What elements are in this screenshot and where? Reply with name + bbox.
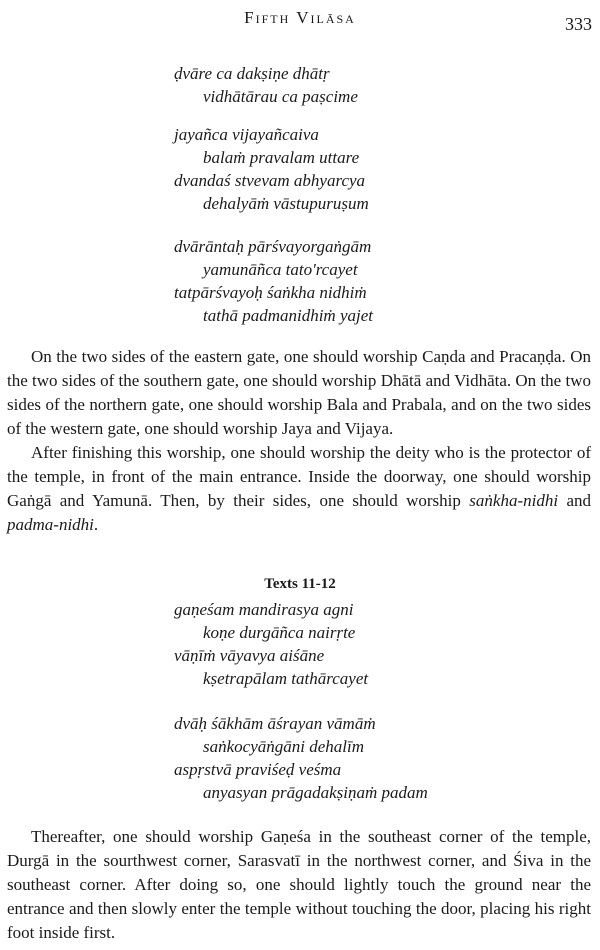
paragraph: Thereafter, one should worship Gaṇeśa in the southeast corner of the temple, Durgā in the sourthwest corner, Sarasvatī in the northwest corner, and Śiva in the southeast corner. After doing so, one should lightly touch the ground near the entrance and then slowly enter the temple without touching the door, placing his right foot inside first. — [7, 827, 591, 942]
verse-line: tathā padmanidhiṁ yajet — [203, 306, 373, 325]
verse-line: koṇe durgāñca nairṛte — [203, 623, 356, 642]
verse-stanza — [0, 123, 600, 215]
translation-text — [7, 345, 591, 537]
verse-line: vidhātārau ca paṣcime — [203, 87, 358, 106]
running-header — [0, 6, 600, 36]
verse-stanza — [0, 235, 600, 327]
verse-line: balaṁ pravalam uttare — [203, 148, 360, 167]
verse-line: tatpārśvayoḥ śaṅkha nidhiṁ — [174, 283, 367, 302]
translation-text — [7, 825, 591, 945]
page-number: 333 — [565, 14, 592, 34]
verse-line: dvārāntaḥ pārśvayorgaṅgām — [174, 237, 372, 256]
verse-stanza — [0, 62, 600, 108]
verse-line: saṅkocyāṅgāni dehalīm — [203, 737, 364, 756]
chapter-title: Fifth Vilāsa — [244, 8, 356, 27]
texts-heading: Texts 11-12 — [264, 576, 336, 592]
verse-line: ḍvāre ca dakṣiṇe dhātṛ — [174, 64, 330, 83]
paragraph-text: . — [93, 515, 99, 534]
verse-line: vāṇīṁ vāyavya aiśāne — [174, 646, 325, 665]
verse-line: dehalyāṁ vāstupuruṣum — [203, 194, 369, 213]
paragraph-text: and — [558, 491, 591, 510]
verse-line: dvandaś stvevam abhyarcya — [174, 171, 366, 190]
verse-line: gaṇeśam mandirasya agni — [174, 600, 354, 619]
verse-line: aspṛstvā praviśeḍ veśma — [174, 760, 342, 779]
verse-line: dvāḥ śākhām āśrayan vāmāṁ — [174, 714, 376, 733]
verse-line: yamunāñca tato'rcayet — [203, 260, 358, 279]
verse-stanza — [0, 712, 600, 804]
sanskrit-term: saṅkha-nidhi — [469, 491, 559, 510]
verse-line: kṣetrapālam tathārcayet — [203, 669, 369, 688]
paragraph — [7, 441, 591, 537]
verse-stanza — [0, 598, 600, 690]
paragraph-text: After finishing this worship, one should worship the deity who is the protector of the temple, in front of the main entrance. Inside the doorway, one should worship Gaṅgā and Yamunā. Then, by their sides, one should worship — [7, 443, 591, 510]
verse-line: jayañca vijayañcaiva — [174, 125, 319, 144]
paragraph: On the two sides of the eastern gate, one should worship Caṇda and Pracaṇḍa. On the two sides of the southern gate, one should worship Dhātā and Vidhāta. On the two sides of the northern gate, one should worship Bala and Prabala, and on the two sides of the western gate, one should worship Jaya and Vijaya. — [7, 347, 591, 438]
sanskrit-term: padma-nidhi — [7, 515, 94, 534]
verse-line: anyasyan prāgadakṣiṇaṁ padam — [203, 783, 428, 802]
